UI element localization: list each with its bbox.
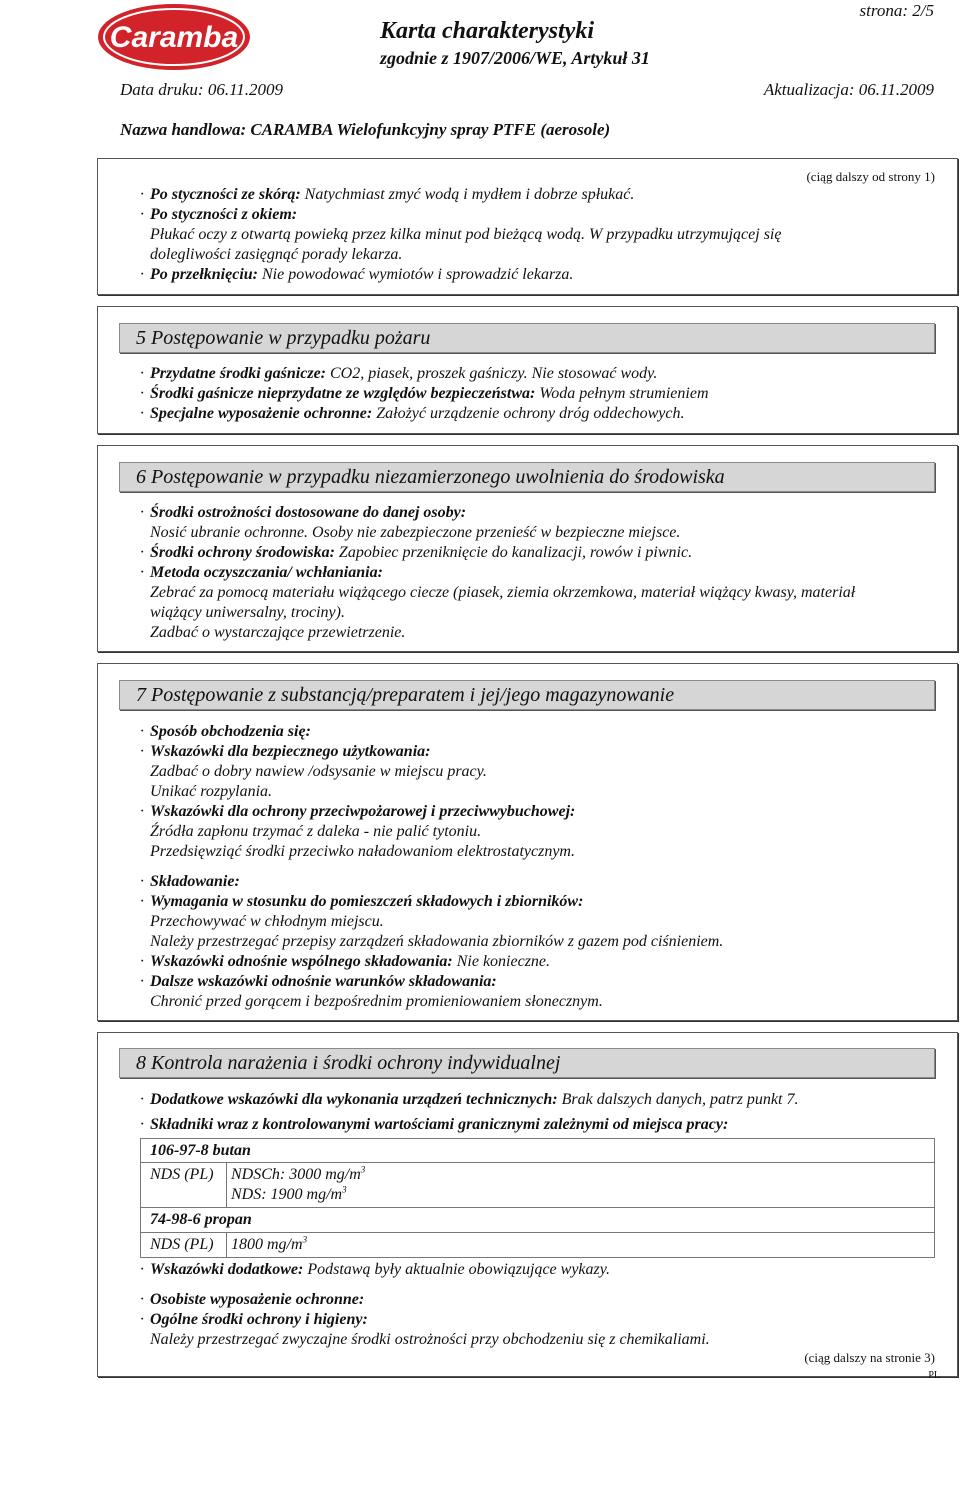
- update-date: Aktualizacja: 06.11.2009: [763, 80, 934, 99]
- unsuitable-media: · Środki gaśnicze nieprzydatne ze względów bezpieczeństwa: Woda pełnym strumieniem: [140, 385, 709, 402]
- language-code: PL: [928, 1370, 940, 1381]
- fire-protection-text-2: Przedsięwziąć środki przeciwko naładowaniom elektrostatycznym.: [150, 843, 575, 860]
- further-storage-text: Chronić przed gorącem i bezpośrednim promieniowaniem słonecznym.: [150, 993, 603, 1010]
- unit-superscript: 3: [360, 1164, 366, 1175]
- environmental-precautions: · Środki ochrony środowiska: Zapobiec przeniknięcie do kanalizacji, rowów i piwnic.: [140, 544, 693, 561]
- safe-handling-text-2: Unikać rozpylania.: [150, 783, 273, 800]
- personal-precautions-text: Nosić ubranie ochronne. Osoby nie zabezpieczone przenieść w bezpieczne miejsce.: [150, 524, 681, 541]
- trade-name: Nazwa handlowa: CARAMBA Wielofunkcyjny spray PTFE (aerosole): [120, 120, 611, 139]
- components-label: · Składniki wraz z kontrolowanymi wartościami granicznymi zależnymi od miejsca pracy:: [140, 1116, 729, 1133]
- section-7-title: 7 Postępowanie z substancją/preparatem i jej/jego magazynowanie: [119, 680, 935, 710]
- handling-label: · Sposób obchodzenia się:: [140, 723, 311, 740]
- limit-values: [231, 1235, 307, 1255]
- safe-handling-text-1: Zadbać o dobry nawiew /odsysanie w miejscu pracy.: [150, 763, 487, 780]
- substance-butan-header: 106-97-8 butan: [140, 1138, 935, 1162]
- cleanup-method-text-3: Zadbać o wystarczające przewietrzenie.: [150, 624, 406, 641]
- personal-precautions-label: · Środki ostrożności dostosowane do danej osoby:: [140, 504, 467, 521]
- cleanup-method-label: · Metoda oczyszczania/ wchłaniania:: [140, 564, 383, 581]
- hygiene-label: · Ogólne środki ochrony i higieny:: [140, 1311, 368, 1328]
- ndsch-value: NDSCh: 3000 mg/m: [231, 1166, 361, 1183]
- substance-propan-header: 74-98-6 propan: [140, 1208, 935, 1232]
- cleanup-method-text-1: Zebrać za pomocą materiału wiążącego ciecze (piasek, ziemia okrzemkowa, materiał wiążący kwasy, materiał: [150, 584, 856, 601]
- limit-values: [231, 1165, 365, 1205]
- caramba-logo: [96, 2, 256, 72]
- further-storage-label: · Dalsze wskazówki odnośnie warunków składowania:: [140, 973, 497, 990]
- cleanup-method-text-2: wiążący uniwersalny, trociny).: [150, 604, 345, 621]
- additional-notes: · Wskazówki dodatkowe: Podstawą były aktualnie obowiązujące wykazy.: [140, 1261, 610, 1278]
- limit-code: NDS (PL): [141, 1233, 227, 1257]
- storage-label: · Składowanie:: [140, 873, 240, 890]
- fire-protection-text-1: Źródła zapłonu trzymać z daleka - nie palić tytoniu.: [150, 823, 482, 840]
- eye-contact-text: Płukać oczy z otwartą powieką przez kilka minut pod bieżącą wodą. W przypadku utrzymującej się: [150, 226, 782, 243]
- swallow-line: · Po przełknięciu: Nie powodować wymiotów i sprowadzić lekarza.: [140, 266, 574, 283]
- page-number: strona: 2/5: [859, 1, 934, 20]
- technical-measures: · Dodatkowe wskazówki dla wykonania urządzeń technicznych: Brak dalszych danych, patrz punkt 7.: [140, 1091, 799, 1108]
- print-date: Data druku: 06.11.2009: [120, 80, 284, 99]
- common-storage: · Wskazówki odnośnie wspólnego składowania: Nie konieczne.: [140, 953, 551, 970]
- logo-text: Caramba: [109, 21, 239, 54]
- continued-from-note: (ciąg dalszy od strony 1): [806, 169, 935, 184]
- limit-code: NDS (PL): [141, 1163, 227, 1207]
- ppe-label: · Osobiste wyposażenie ochronne:: [140, 1291, 365, 1308]
- storage-requirements-label: · Wymagania w stosunku do pomieszczeń składowych i zbiorników:: [140, 893, 584, 910]
- document-subtitle: zgodnie z 1907/2006/WE, Artykuł 31: [380, 48, 650, 68]
- storage-requirements-text-2: Należy przestrzegać przepisy zarządzeń składowania zbiorników z gazem pod ciśnieniem.: [150, 933, 724, 950]
- safe-handling-label: · Wskazówki dla bezpiecznego użytkowania:: [140, 743, 431, 760]
- substance-propan-limits: [140, 1232, 935, 1258]
- hygiene-text: Należy przestrzegać zwyczajne środki ostrożności przy obchodzeniu się z chemikaliami.: [150, 1331, 710, 1348]
- section-8-title: 8 Kontrola narażenia i środki ochrony indywidualnej: [119, 1048, 935, 1078]
- nds-value: NDS: 1900 mg/m: [231, 1186, 343, 1203]
- eye-contact-label: · Po styczności z okiem:: [140, 206, 298, 223]
- storage-requirements-text-1: Przechowywać w chłodnym miejscu.: [150, 913, 384, 930]
- fire-protection-label: · Wskazówki dla ochrony przeciwpożarowej i przeciwwybuchowej:: [140, 803, 576, 820]
- unit-superscript: 3: [302, 1234, 308, 1245]
- extinguishing-media: · Przydatne środki gaśnicze: CO2, piasek, proszek gaśniczy. Nie stosować wody.: [140, 365, 658, 382]
- document-title: Karta charakterystyki: [380, 18, 594, 44]
- section-5-title: 5 Postępowanie w przypadku pożaru: [119, 323, 935, 353]
- continued-on-note: (ciąg dalszy na stronie 3): [804, 1350, 935, 1365]
- unit-superscript: 3: [342, 1184, 347, 1195]
- substance-butan-limits: [140, 1162, 935, 1208]
- protective-equipment: · Specjalne wyposażenie ochronne: Założyć urządzenie ochrony dróg oddechowych.: [140, 405, 685, 422]
- nds-value: 1800 mg/m: [231, 1236, 303, 1253]
- section-6-title: 6 Postępowanie w przypadku niezamierzonego uwolnienia do środowiska: [119, 462, 935, 492]
- eye-contact-text-2: dolegliwości zasięgnąć porady lekarza.: [150, 246, 403, 263]
- skin-contact-line: · Po styczności ze skórą: Natychmiast zmyć wodą i mydłem i dobrze spłukać.: [140, 186, 635, 203]
